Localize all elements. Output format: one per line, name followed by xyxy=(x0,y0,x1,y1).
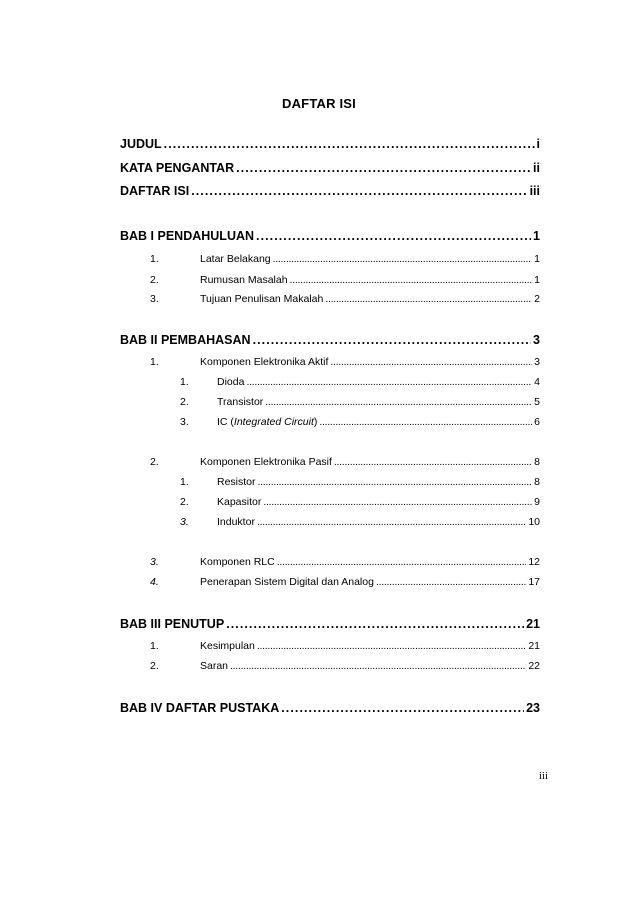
toc-entry-judul[interactable] xyxy=(120,137,540,151)
dot-leader xyxy=(263,496,532,508)
toc-entry-bab-3-1[interactable] xyxy=(120,640,540,652)
toc-number: 2. xyxy=(150,660,159,672)
page-title: DAFTAR ISI xyxy=(282,96,356,111)
toc-page-number: ii xyxy=(533,161,540,175)
toc-number: 3. xyxy=(150,293,159,305)
toc-entry-bab-2-2[interactable] xyxy=(120,456,540,468)
toc-entry-daftar-isi[interactable] xyxy=(120,184,540,198)
toc-label: Kesimpulan xyxy=(200,640,255,652)
toc-number: 2. xyxy=(150,274,159,286)
toc-label: Latar Belakang xyxy=(200,253,271,265)
dot-leader xyxy=(164,137,535,151)
toc-entry-bab-2-1-1[interactable] xyxy=(120,376,540,388)
toc-label-suffix: ) xyxy=(313,416,318,428)
toc-entry-bab-3[interactable] xyxy=(120,617,540,631)
toc-entry-bab-2-1[interactable] xyxy=(120,356,540,368)
dot-leader xyxy=(226,617,524,631)
toc-page-number: 4 xyxy=(534,376,540,388)
toc-entry-bab-2-1-3[interactable] xyxy=(120,416,540,428)
toc-label: JUDUL xyxy=(120,137,162,151)
toc-entry-bab-2-2-3[interactable] xyxy=(120,516,540,528)
toc-page-number: 21 xyxy=(526,617,540,631)
toc-page-number: 10 xyxy=(528,516,540,528)
dot-leader xyxy=(277,556,527,568)
toc-entry-bab-1-3[interactable] xyxy=(120,293,540,305)
toc-number: 3. xyxy=(180,516,189,528)
toc-entry-bab-2-1-2[interactable] xyxy=(120,396,540,408)
toc-entry-bab-2-4[interactable] xyxy=(120,576,540,588)
toc-page-number: 17 xyxy=(528,576,540,588)
toc-entry-bab-1[interactable] xyxy=(120,229,540,243)
dot-leader xyxy=(257,640,526,652)
toc-page-number: 1 xyxy=(534,253,540,265)
dot-leader xyxy=(265,396,532,408)
toc-label: Resistor xyxy=(217,476,256,488)
toc-label: Induktor xyxy=(217,516,255,528)
toc-label xyxy=(217,416,317,428)
toc-label: BAB II PEMBAHASAN xyxy=(120,333,251,347)
toc-page-number: iii xyxy=(529,184,540,198)
toc-page-number: 9 xyxy=(534,496,540,508)
toc-number: 2. xyxy=(180,396,189,408)
dot-leader xyxy=(273,253,533,265)
toc-label: BAB IV DAFTAR PUSTAKA xyxy=(120,701,280,715)
toc-page-number: 22 xyxy=(528,660,540,672)
toc-page-number: 1 xyxy=(533,229,540,243)
toc-page-number: 6 xyxy=(534,416,540,428)
toc-page-number: 5 xyxy=(534,396,540,408)
toc-number: 1. xyxy=(180,376,189,388)
toc-entry-bab-2-2-1[interactable] xyxy=(120,476,540,488)
toc-label: KATA PENGANTAR xyxy=(120,161,235,175)
page-number: iii xyxy=(538,770,548,782)
toc-label: Kapasitor xyxy=(217,496,262,508)
toc-page-number: 23 xyxy=(526,701,540,715)
toc-entry-bab-1-1[interactable] xyxy=(120,253,540,265)
toc-entry-bab-4[interactable] xyxy=(120,701,540,715)
toc-entry-bab-2-3[interactable] xyxy=(120,556,540,568)
dot-leader xyxy=(334,456,532,468)
toc-entry-bab-2[interactable] xyxy=(120,333,540,347)
toc-label: Saran xyxy=(200,660,229,672)
toc-entry-bab-2-2-2[interactable] xyxy=(120,496,540,508)
toc-label: Tujuan Penulisan Makalah xyxy=(200,293,324,305)
toc-label: Dioda xyxy=(217,376,245,388)
dot-leader xyxy=(257,516,526,528)
toc-entry-kata-pengantar[interactable] xyxy=(120,161,540,175)
toc-entry-bab-1-2[interactable] xyxy=(120,274,540,286)
toc-label: DAFTAR ISI xyxy=(120,184,190,198)
toc-number: 2. xyxy=(150,456,159,468)
toc-number: 3. xyxy=(180,416,189,428)
toc-number: 1. xyxy=(180,476,189,488)
dot-leader xyxy=(191,184,527,198)
dot-leader xyxy=(290,274,533,286)
toc-page-number: 3 xyxy=(533,333,540,347)
toc-label-italic: Integrated Circuit xyxy=(233,416,314,428)
toc-label: Penerapan Sistem Digital dan Analog xyxy=(200,576,374,588)
dot-leader xyxy=(236,161,531,175)
toc-label: Komponen RLC xyxy=(200,556,275,568)
toc-label: BAB III PENUTUP xyxy=(120,617,225,631)
toc-entry-bab-3-2[interactable] xyxy=(120,660,540,672)
dot-leader xyxy=(256,229,531,243)
toc-number: 4. xyxy=(150,576,159,588)
toc-page-number: 8 xyxy=(534,456,540,468)
toc-number: 1. xyxy=(150,253,159,265)
dot-leader xyxy=(376,576,526,588)
dot-leader xyxy=(230,660,526,672)
dot-leader xyxy=(330,356,532,368)
toc-number: 1. xyxy=(150,356,159,368)
toc-label: Rumusan Masalah xyxy=(200,274,288,286)
toc-page-number: 2 xyxy=(534,293,540,305)
toc-page-number: 21 xyxy=(528,640,540,652)
toc-number: 2. xyxy=(180,496,189,508)
dot-leader xyxy=(325,293,532,305)
dot-leader xyxy=(258,476,533,488)
dot-leader xyxy=(246,376,532,388)
toc-label: Komponen Elektronika Pasif xyxy=(200,456,332,468)
toc-page-number: 8 xyxy=(534,476,540,488)
toc-page-number: 3 xyxy=(534,356,540,368)
toc-label-prefix: IC ( xyxy=(217,416,234,428)
dot-leader xyxy=(281,701,524,715)
toc-label: Transistor xyxy=(217,396,264,408)
dot-leader xyxy=(319,416,532,428)
dot-leader xyxy=(253,333,531,347)
toc-label: BAB I PENDAHULUAN xyxy=(120,229,255,243)
toc-label: Komponen Elektronika Aktif xyxy=(200,356,329,368)
toc-page-number: i xyxy=(536,137,540,151)
toc-page-number: 1 xyxy=(534,274,540,286)
toc-number: 1. xyxy=(150,640,159,652)
toc-number: 3. xyxy=(150,556,159,568)
toc-page-number: 12 xyxy=(528,556,540,568)
